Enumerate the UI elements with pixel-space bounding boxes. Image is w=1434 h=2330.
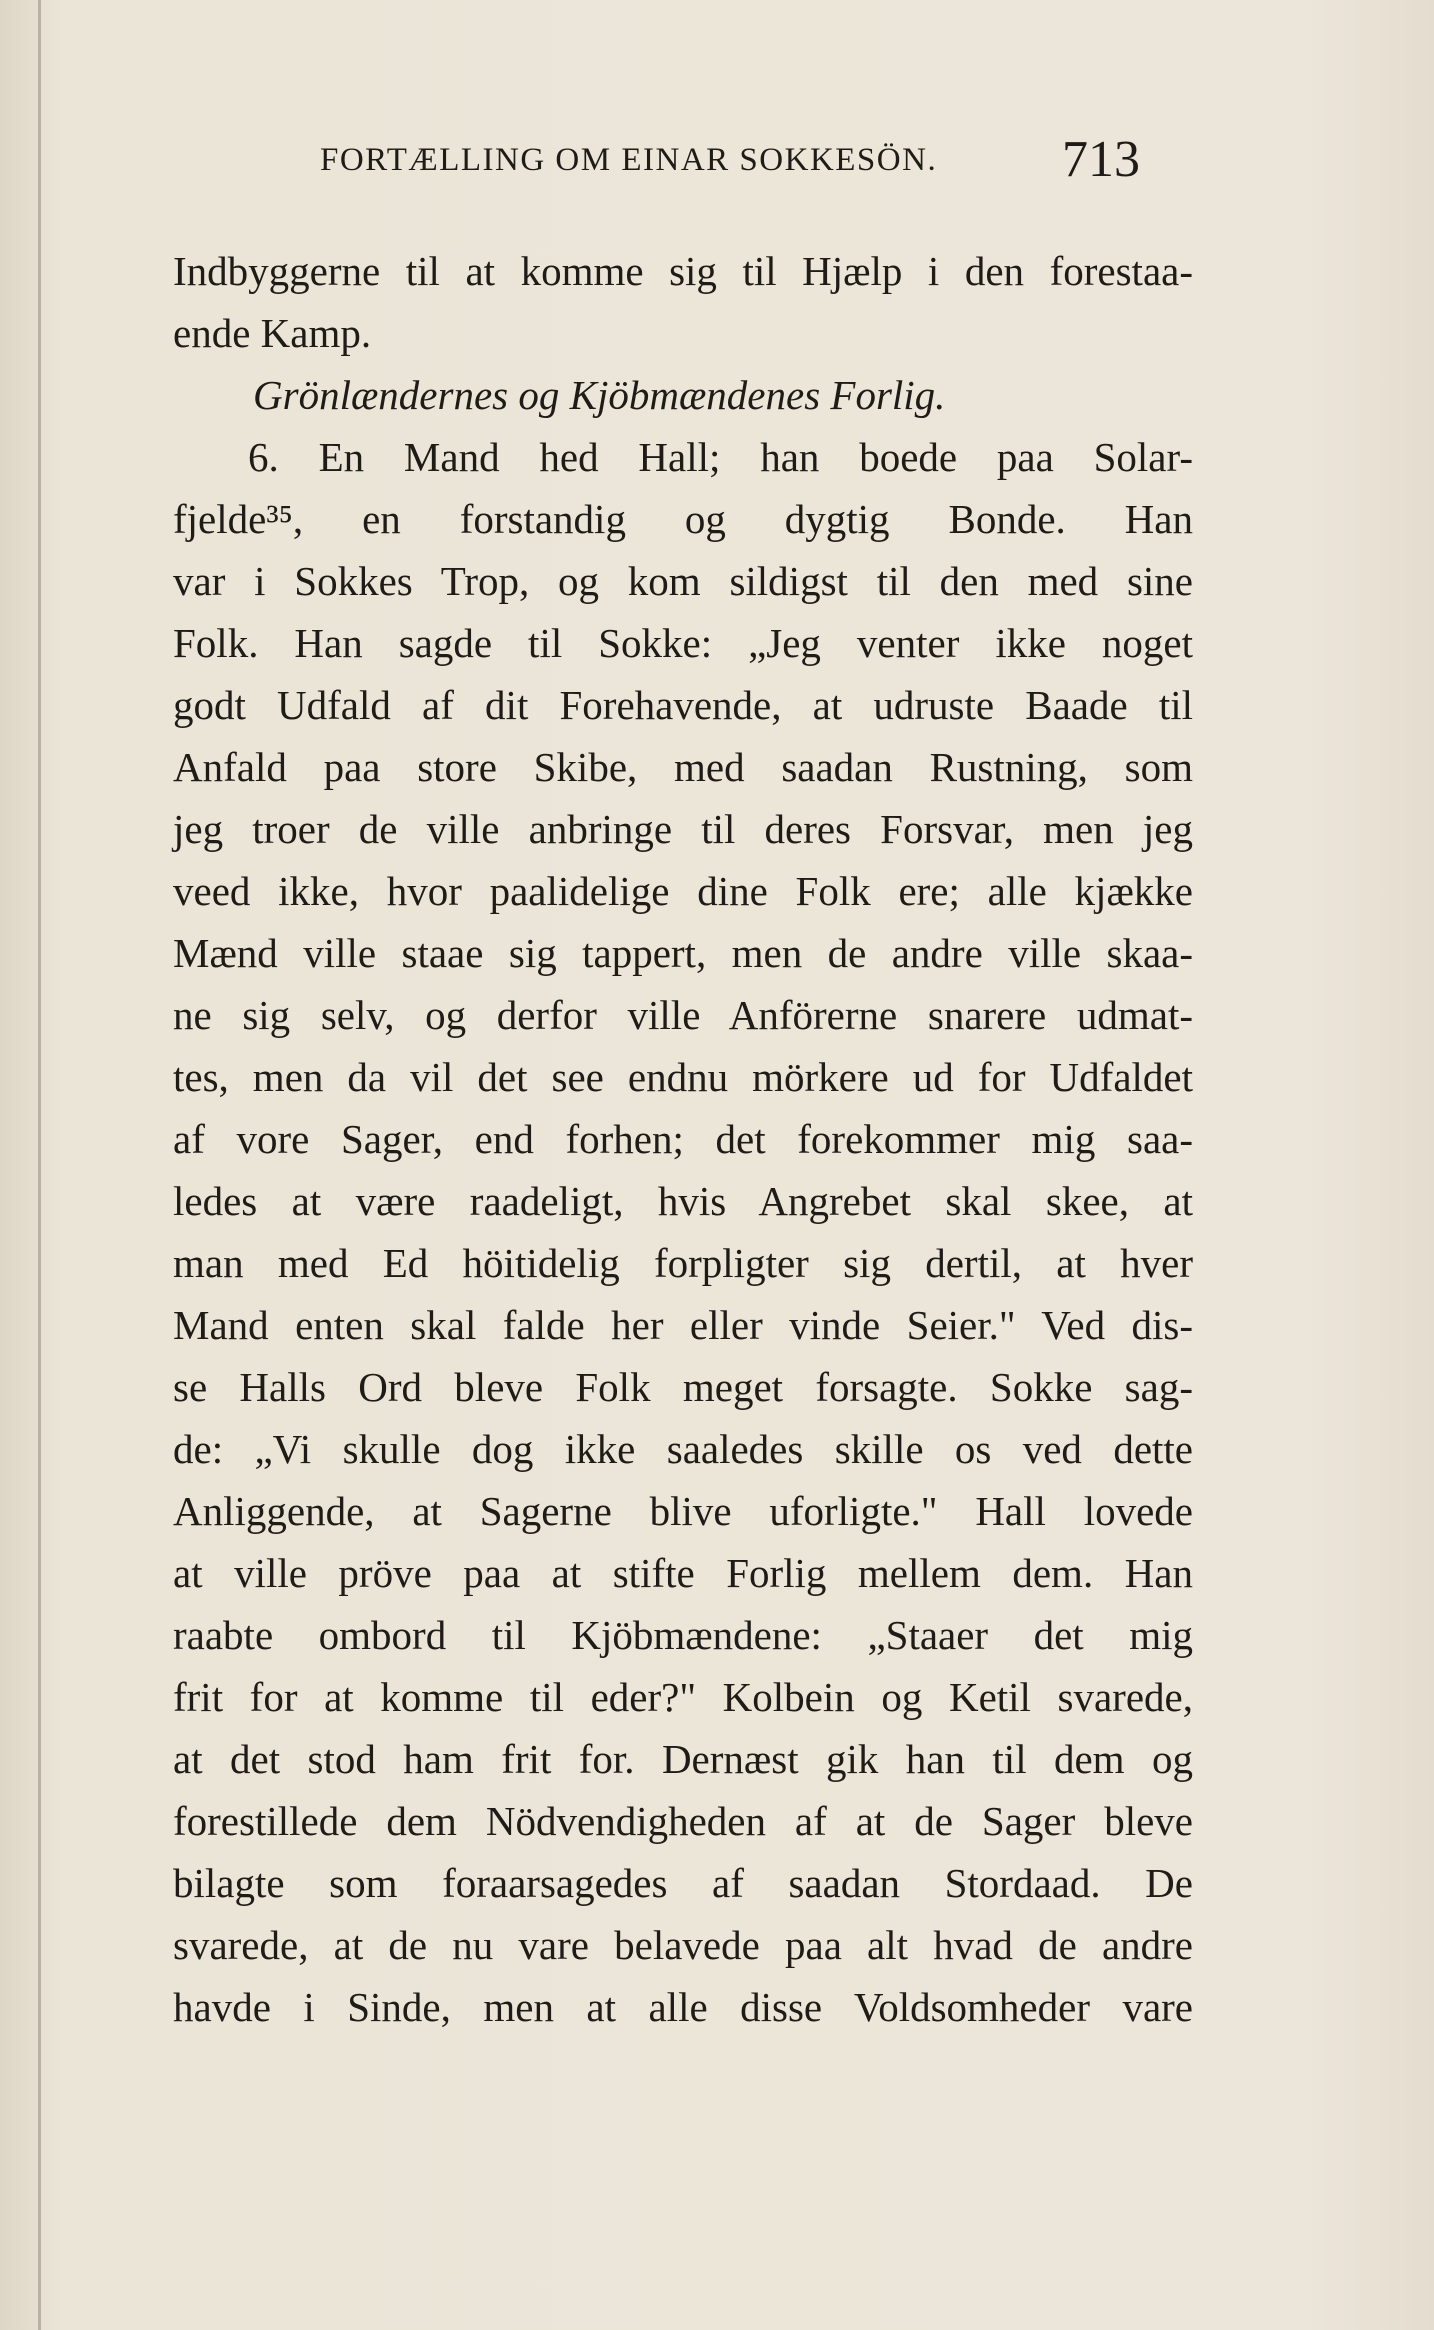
text-line: forestillede dem Nödvendigheden af at de Sager bleve [173,1798,1193,1844]
page-gutter-shadow [38,0,41,2330]
body-text [173,240,1193,2038]
text-line: svarede, at de nu vare belavede paa alt hvad de andre [173,1922,1193,1968]
text-line: Indbyggerne til at komme sig til Hjælp i den forestaa- [173,248,1193,294]
text-line: Folk. Han sagde til Sokke: „Jeg venter ikke noget [173,620,1193,666]
text-line: man med Ed höitidelig forpligter sig dertil, at hver [173,1240,1193,1286]
section-heading: Grönlændernes og Kjöbmændenes Forlig. [253,372,946,418]
text-line: frit for at komme til eder?" Kolbein og Ketil svarede, [173,1674,1193,1720]
text-line: ne sig selv, og derfor ville Anförerne snarere udmat- [173,992,1193,1038]
text-line: se Halls Ord bleve Folk meget forsagte. Sokke sag- [173,1364,1193,1410]
text-line: Anfald paa store Skibe, med saadan Rustning, som [173,744,1193,790]
text-line: de: „Vi skulle dog ikke saaledes skille os ved dette [173,1426,1193,1472]
text-line: 6. En Mand hed Hall; han boede paa Solar- [248,434,1193,480]
text-line: godt Udfald af dit Forehavende, at udruste Baade til [173,682,1193,728]
running-head: FORTÆLLING OM EINAR SOKKESÖN. [320,142,938,178]
text-line: jeg troer de ville anbringe til deres Forsvar, men jeg [173,806,1193,852]
text-line: var i Sokkes Trop, og kom sildigst til den med sine [173,558,1193,604]
text-line: veed ikke, hvor paalidelige dine Folk ere; alle kjække [173,868,1193,914]
text-line: fjelde³⁵, en forstandig og dygtig Bonde. Han [173,496,1193,542]
page-number: 713 [1062,131,1140,188]
text-line: Mænd ville staae sig tappert, men de andre ville skaa- [173,930,1193,976]
text-line: at det stod ham frit for. Dernæst gik han til dem og [173,1736,1193,1782]
text-line: bilagte som foraarsagedes af saadan Stordaad. De [173,1860,1193,1906]
text-line: Anliggende, at Sagerne blive uforligte." Hall lovede [173,1488,1193,1534]
text-line: at ville pröve paa at stifte Forlig mellem dem. Han [173,1550,1193,1596]
page-header [320,130,1140,190]
text-line: ledes at være raadeligt, hvis Angrebet skal skee, at [173,1178,1193,1224]
text-line: ende Kamp. [173,310,372,356]
text-line: tes, men da vil det see endnu mörkere ud for Udfaldet [173,1054,1193,1100]
text-line: af vore Sager, end forhen; det forekommer mig saa- [173,1116,1193,1162]
text-line: Mand enten skal falde her eller vinde Seier." Ved dis- [173,1302,1193,1348]
text-line: havde i Sinde, men at alle disse Voldsomheder vare [173,1984,1193,2030]
text-line: raabte ombord til Kjöbmændene: „Staaer det mig [173,1612,1193,1658]
